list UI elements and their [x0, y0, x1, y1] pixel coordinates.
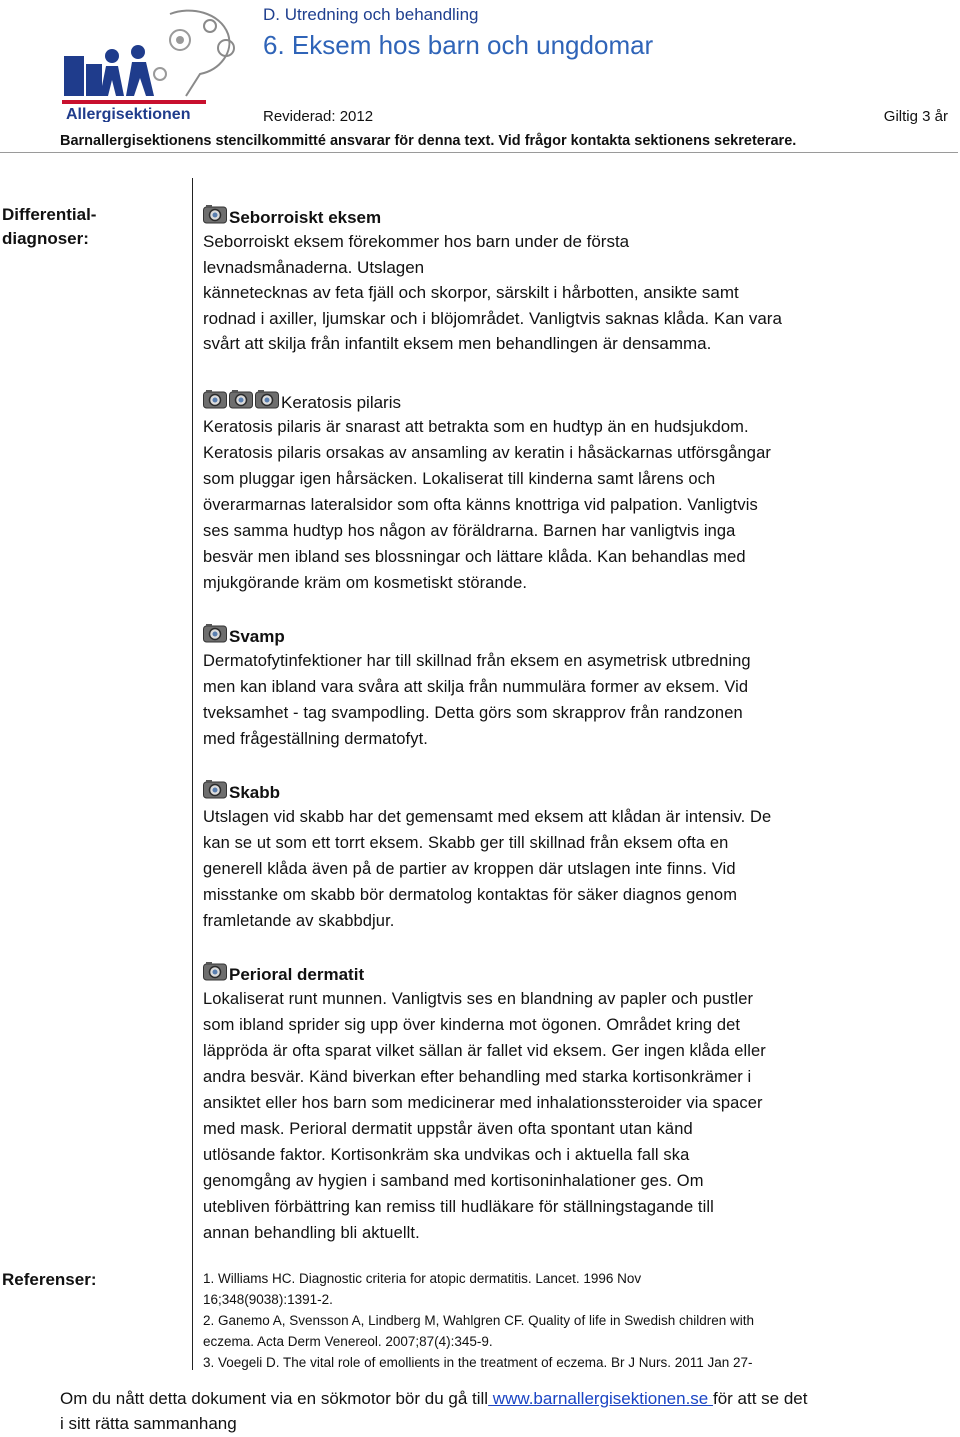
text-line: kännetecknas av feta fjäll och skorpor, särskilt i hårbotten, ansikte samt — [203, 283, 739, 302]
text-line: Seborroiskt eksem förekommer hos barn under de första — [203, 232, 630, 251]
section-skabb — [203, 776, 863, 934]
logo-text: Allergisektionen — [66, 106, 191, 122]
allergisektionen-logo — [60, 4, 256, 122]
section-perioral-dermatit — [203, 958, 863, 1246]
text-line: framletande av skabbdjur. — [203, 912, 395, 930]
camera-icon[interactable] — [203, 389, 227, 414]
text-line: svårt att skilja från infantilt eksem men behandlingen är densamma. — [203, 334, 712, 353]
text-line: Keratosis pilaris orsakas av ansamling av keratin i håsäckarnas utförsgångar — [203, 444, 771, 462]
text-line: ansiktet eller hos barn som medicinerar med inhalationssteroider via spacer — [203, 1094, 763, 1112]
text-line: med mask. Perioral dermatit uppstår även ofta spontant utan känd — [203, 1120, 693, 1138]
section-keratosis-pilaris — [203, 386, 863, 596]
text-line: utebliven förbättring kan remiss till hudläkare för ställningstagande till — [203, 1198, 714, 1216]
responsibility-note: Barnallergisektionens stencilkommitté ansvarar för denna text. Vid frågor kontakta sektionens sekreterare. — [60, 133, 797, 149]
text-line: mjukgörande kräm om kosmetiskt störande. — [203, 574, 528, 592]
text-line: Dermatofytinfektioner har till skillnad från eksem en asymetrisk utbredning — [203, 652, 751, 670]
reference-line: eczema. Acta Derm Venereol. 2007;87(4):345-9. — [203, 1334, 493, 1349]
camera-icon[interactable] — [203, 779, 227, 804]
text-line: annan behandling bli aktuellt. — [203, 1224, 420, 1242]
camera-icon[interactable] — [229, 389, 253, 414]
chapter-heading: D. Utredning och behandling — [263, 5, 479, 24]
differential-label: Differential-diagnoser: — [2, 205, 97, 248]
text-line: som pluggar igen hårsäcken. Lokaliserat till kinderna samt lårens och — [203, 470, 716, 488]
text-line: rodnad i axiller, ljumskar och i blöjområdet. Vanligtvis saknas klåda. Kan vara — [203, 308, 782, 328]
text-line: generell klåda även på de partier av kroppen där utslagen inte finns. Vid — [203, 860, 736, 878]
text-line: besvär men ibland ses blossningar och lättare klåda. Kan behandlas med — [203, 548, 746, 566]
text-line: utlösande faktor. Kortisonkräm ska undvikas och i aktuella fall ska — [203, 1146, 690, 1164]
text-line: levnadsmånaderna. Utslagen — [203, 257, 425, 277]
text-line: överarmarnas lateralsidor som ofta känns knottriga vid palpation. Vanligtvis — [203, 496, 758, 514]
text-line: tveksamhet - tag svampodling. Detta görs som skrapprov från randzonen — [203, 704, 743, 722]
revised-date: Reviderad: 2012 — [263, 108, 374, 125]
section-title: Skabb — [229, 783, 281, 802]
document-title: 6. Eksem hos barn och ungdomar — [263, 30, 654, 60]
section-seborroiskt-eksem — [203, 201, 863, 357]
reference-line: 3. Voegeli D. The vital role of emollients in the treatment of eczema. Br J Nurs. 2011 Jan 27- — [203, 1355, 753, 1370]
text-line: Utslagen vid skabb har det gemensamt med eksem att klådan är intensiv. De — [203, 808, 772, 826]
website-link[interactable]: www.barnallergisektionen.se — [488, 1389, 713, 1408]
section-title: Keratosis pilaris — [281, 393, 401, 412]
footer-note — [60, 1386, 930, 1436]
text-line: andra besvär. Känd biverkan efter behandling med starka kortisonkrämer i — [203, 1068, 752, 1086]
section-title: Svamp — [229, 627, 285, 646]
reference-list — [203, 1268, 863, 1373]
text-line: med frågeställning dermatofyt. — [203, 730, 428, 748]
camera-icon[interactable] — [203, 623, 227, 648]
column-divider — [192, 178, 193, 1370]
reference-line: 2. Ganemo A, Svensson A, Lindberg M, Wahlgren CF. Quality of life in Swedish children with — [203, 1313, 755, 1328]
text-line: Keratosis pilaris är snarast att betrakta som en hudtyp än en hudsjukdom. — [203, 418, 749, 436]
references-label: Referenser: — [2, 1270, 97, 1289]
camera-icon[interactable] — [203, 961, 227, 986]
text-line: Lokaliserat runt munnen. Vanligtvis ses en blandning av papler och pustler — [203, 990, 754, 1008]
text-line: som ibland sprider sig upp över kinderna mot ögonen. Området kring det — [203, 1016, 741, 1034]
text-line: men kan ibland vara svåra att skilja från nummulära former av eksem. Vid — [203, 678, 749, 696]
text-line: ses samma hudtyp hos någon av föräldrarna. Barnen har vanligtvis inga — [203, 522, 736, 540]
footer-text: i sitt rätta sammanhang — [60, 1414, 237, 1433]
section-title: Seborroiskt eksem — [229, 208, 382, 227]
section-title: Perioral dermatit — [229, 965, 365, 984]
text-line: misstanke om skabb bör dermatolog kontaktas för säker diagnos genom — [203, 886, 738, 904]
validity: Giltig 3 år — [883, 108, 948, 125]
text-line: kan se ut som ett torrt eksem. Skabb ger till skillnad från eksem ofta en — [203, 834, 729, 852]
camera-icon[interactable] — [255, 389, 279, 414]
header-divider — [0, 152, 958, 153]
footer-text: Om du nått detta dokument via en sökmotor bör du gå till — [60, 1389, 489, 1408]
section-svamp — [203, 620, 863, 752]
reference-line: 1. Williams HC. Diagnostic criteria for atopic dermatitis. Lancet. 1996 Nov — [203, 1271, 642, 1286]
text-line: genomgång av hygien i samband med kortisoninhalationer ges. Om — [203, 1172, 704, 1190]
reference-line: 16;348(9038):1391-2. — [203, 1292, 333, 1307]
footer-text: för att se det — [712, 1389, 808, 1408]
camera-icon[interactable] — [203, 204, 227, 229]
text-line: läppröda är ofta sparat vilket sällan är fallet vid eksem. Ger ingen klåda eller — [203, 1042, 766, 1060]
